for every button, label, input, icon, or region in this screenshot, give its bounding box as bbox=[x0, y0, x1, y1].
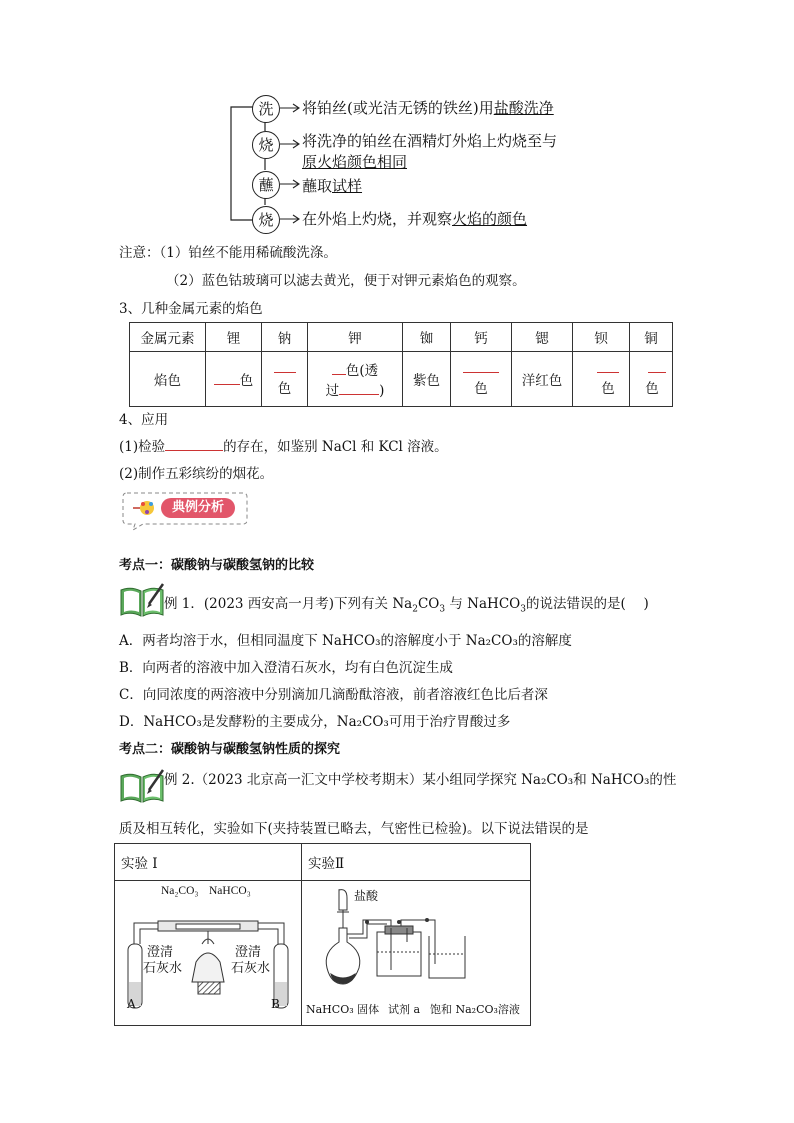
label-nahco3: NaHCO₃ bbox=[209, 885, 251, 897]
exp2-title: 实验Ⅱ bbox=[302, 844, 531, 881]
exp1-diagram-cell bbox=[115, 881, 302, 1026]
banner-label: 典例分析 bbox=[161, 498, 235, 518]
step-wash-circle: 洗 bbox=[252, 95, 280, 123]
cell-k: 色(透 过 ) bbox=[308, 352, 403, 407]
kaodian-2-title: 考点二：碳酸钠与碳酸氢钠性质的探究 bbox=[119, 742, 341, 757]
cell-sr: 洋红色 bbox=[512, 352, 573, 407]
label-tube-a: A bbox=[127, 997, 136, 1011]
table-header-cell: 钾 bbox=[308, 323, 403, 352]
label-na2co3: Na₂CO₃ bbox=[161, 885, 199, 897]
row-label: 焰色 bbox=[130, 352, 206, 407]
cell-ba: 色 bbox=[573, 352, 630, 407]
label-acid: 盐酸 bbox=[354, 889, 379, 903]
book-icon bbox=[119, 582, 165, 618]
exp2-diagram-cell bbox=[302, 881, 531, 1026]
table-header-row bbox=[130, 323, 673, 352]
example-2-line-1: 例 2.（2023 北京高一汇文中学校考期末）某小组同学探究 Na₂CO₃和 NaHCO₃的性 bbox=[164, 772, 677, 788]
step-dip-circle: 蘸 bbox=[252, 171, 280, 199]
application-item-1: (1)检验 的存在，如鉴别 NaCl 和 KCl 溶液。 bbox=[119, 439, 448, 455]
label-limewater-left-2: 石灰水 bbox=[143, 961, 183, 976]
table-header-cell: 锶 bbox=[512, 323, 573, 352]
cell-ca: 色 bbox=[451, 352, 512, 407]
table-header-cell: 钠 bbox=[262, 323, 308, 352]
cell-na: 色 bbox=[262, 352, 308, 407]
label-reagent-a: 试剂 a bbox=[388, 1003, 421, 1016]
example-banner bbox=[121, 490, 249, 530]
option-c: C．向同浓度的两溶液中分别滴加几滴酚酞溶液，前者溶液红色比后者深 bbox=[119, 687, 548, 703]
label-limewater-left-1: 澄清 bbox=[147, 945, 174, 960]
flame-color-table bbox=[129, 322, 673, 407]
step-burn-text-2: 原火焰颜色相同 bbox=[302, 153, 408, 171]
note-1: 注意：（1）铂丝不能用稀硫酸洗涤。 bbox=[119, 245, 337, 261]
kaodian-1-title: 考点一：碳酸钠与碳酸氢钠的比较 bbox=[119, 558, 315, 573]
experiment-table bbox=[114, 843, 531, 1026]
table-header-cell: 钙 bbox=[451, 323, 512, 352]
exp1-title: 实验 I bbox=[115, 844, 302, 881]
table-row bbox=[130, 352, 673, 407]
application-item-2: (2)制作五彩缤纷的烟花。 bbox=[119, 466, 274, 482]
step-burn2-text: 在外焰上灼烧，并观察火焰的颜色 bbox=[302, 210, 528, 228]
cell-li: 色 bbox=[206, 352, 262, 407]
option-b: B．向两者的溶液中加入澄清石灰水，均有白色沉淀生成 bbox=[119, 660, 453, 676]
book-icon bbox=[119, 768, 165, 804]
table-header-cell: 铷 bbox=[403, 323, 451, 352]
option-d: D．NaHCO₃是发酵粉的主要成分，Na₂CO₃可用于治疗胃酸过多 bbox=[119, 714, 511, 730]
table-header-cell: 锂 bbox=[206, 323, 262, 352]
example-2-line-2: 质及相互转化，实验如下(夹持装置已略去，气密性已检验)。以下说法错误的是 bbox=[119, 821, 589, 837]
table-header-cell: 铜 bbox=[630, 323, 673, 352]
cell-rb: 紫色 bbox=[403, 352, 451, 407]
label-nahco3-solid: NaHCO₃ 固体 bbox=[306, 1003, 380, 1016]
table-header-cell: 金属元素 bbox=[130, 323, 206, 352]
example-1-stem: 例 1．(2023 西安高一月考)下列有关 $Na_2CO_3$ 与 NaHCO$_3$的说法错误的是( ) bbox=[164, 596, 649, 615]
section-4-title: 4、应用 bbox=[119, 412, 169, 428]
flow-arrows bbox=[280, 95, 304, 235]
option-a: A．两者均溶于水，但相同温度下 NaHCO₃的溶解度小于 Na₂CO₃的溶解度 bbox=[119, 633, 572, 649]
label-limewater-right-2: 石灰水 bbox=[231, 961, 271, 976]
label-saturated-na2co3: 饱和 Na₂CO₃溶液 bbox=[430, 1003, 520, 1016]
step-wash-text: 将铂丝(或光洁无锈的铁丝)用盐酸洗净 bbox=[302, 99, 554, 117]
step-burn-text-1: 将洗净的铂丝在酒精灯外焰上灼烧至与 bbox=[302, 132, 558, 150]
step-burn-circle: 烧 bbox=[252, 131, 280, 159]
note-2: （2）蓝色钴玻璃可以滤去黄光，便于对钾元素焰色的观察。 bbox=[166, 273, 526, 289]
cell-cu: 色 bbox=[630, 352, 673, 407]
step-burn2-circle: 烧 bbox=[252, 206, 280, 234]
section-3-title: 3、几种金属元素的焰色 bbox=[119, 301, 263, 317]
label-tube-b: B bbox=[271, 997, 280, 1011]
label-limewater-right-1: 澄清 bbox=[235, 945, 262, 960]
table-header-cell: 钡 bbox=[573, 323, 630, 352]
step-dip-text: 蘸取试样 bbox=[302, 177, 363, 195]
